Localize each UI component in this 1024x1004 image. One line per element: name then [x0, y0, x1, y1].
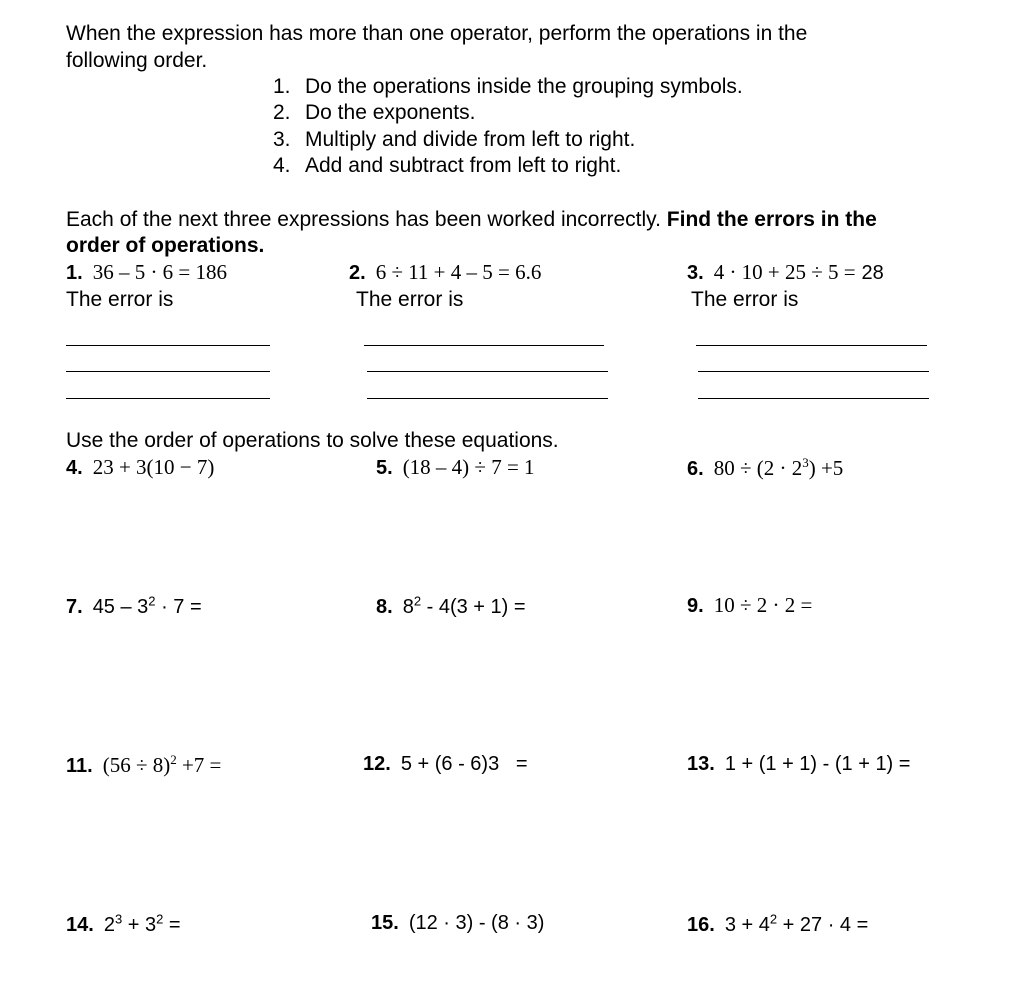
problem-13	[687, 752, 910, 776]
problem-8	[376, 593, 526, 619]
exponent: 3	[802, 455, 809, 470]
problem-15	[371, 911, 544, 935]
exponent: 2	[769, 911, 778, 926]
error-problem-2	[349, 260, 541, 285]
problem-expression	[92, 593, 202, 618]
order-step-index: 2.	[273, 101, 291, 124]
problem-expression	[103, 911, 181, 936]
problem-7	[66, 593, 202, 619]
intro-line-2: following order.	[66, 49, 208, 72]
errors-instructions	[66, 207, 877, 233]
order-step-3	[273, 128, 635, 152]
problem-number: 2.	[349, 262, 366, 284]
answer-line[interactable]	[367, 371, 608, 372]
expression-part: - 4(3 + 1) =	[421, 595, 526, 618]
problem-number: 5.	[376, 457, 393, 479]
exponent: 2	[156, 911, 164, 926]
problem-16	[687, 911, 868, 937]
problem-14	[66, 911, 181, 937]
expression-part: +7 =	[176, 753, 222, 777]
order-step-text: Add and subtract from left to right.	[305, 154, 622, 177]
problem-number: 11.	[66, 755, 93, 777]
error-label-2: The error is	[356, 288, 464, 311]
expression-part: · 7 =	[155, 595, 202, 618]
expression-part: 45 – 3	[92, 595, 149, 618]
error-label-1: The error is	[66, 288, 174, 311]
order-step-4	[273, 154, 621, 178]
problem-4	[66, 455, 214, 480]
solve-instructions: Use the order of operations to solve these equations.	[66, 429, 559, 452]
problem-expression	[402, 593, 526, 618]
expression-part: 3 + 4	[724, 913, 770, 936]
error-problem-1	[66, 260, 227, 285]
problem-number: 9.	[687, 595, 704, 617]
problem-expression: 1 + (1 + 1) - (1 + 1) =	[724, 753, 911, 775]
problem-expression: 6 ÷ 11 + 4 – 5 = 6.6	[375, 260, 542, 284]
error-problem-3	[687, 260, 884, 285]
answer-line[interactable]	[66, 398, 270, 399]
expression-part: + 27 · 4 =	[777, 913, 869, 936]
errors-instructions-bold: Find the errors in the	[666, 208, 877, 231]
answer-line[interactable]	[66, 371, 270, 372]
order-step-1	[273, 75, 743, 99]
order-step-text: Multiply and divide from left to right.	[305, 128, 636, 151]
answer-line[interactable]	[696, 345, 927, 346]
problem-number: 12.	[363, 753, 391, 775]
problem-expression: 10 ÷ 2 · 2 =	[713, 593, 813, 617]
expression-part: =	[163, 913, 181, 936]
problem-number: 13.	[687, 753, 715, 775]
problem-expression: (18 – 4) ÷ 7 = 1	[402, 455, 535, 479]
expression-part: 8	[402, 595, 414, 618]
expression-part: 80 ÷ (2 · 2	[713, 456, 803, 480]
problem-expression: 23 + 3(10 − 7)	[92, 455, 215, 479]
expression-part: ) +5	[808, 456, 844, 480]
expression-part: + 3	[122, 913, 157, 936]
problem-11	[66, 752, 221, 778]
answer-line[interactable]	[367, 398, 608, 399]
problem-expression	[103, 753, 222, 777]
problem-number: 7.	[66, 595, 83, 618]
exponent: 2	[170, 752, 177, 767]
order-step-index: 4.	[273, 154, 291, 177]
exponent: 3	[114, 911, 123, 926]
errors-instructions-regular: Each of the next three expressions has been worked incorrectly.	[66, 208, 661, 231]
problem-12	[363, 752, 528, 776]
problem-result: 28	[861, 262, 884, 284]
problem-expression: (12 · 3) - (8 · 3)	[408, 912, 545, 934]
problem-number: 15.	[371, 912, 399, 934]
problem-6	[687, 455, 843, 481]
answer-line[interactable]	[698, 371, 929, 372]
answer-line[interactable]	[364, 345, 604, 346]
problem-number: 6.	[687, 458, 704, 480]
expression-part: (56 ÷ 8)	[102, 753, 171, 777]
problem-number: 4.	[66, 457, 83, 479]
problem-expression: 4 · 10 + 25 ÷ 5 =	[713, 260, 856, 284]
exponent: 2	[148, 593, 156, 608]
problem-number: 3.	[687, 262, 704, 284]
error-label-3: The error is	[691, 288, 799, 311]
errors-instructions-line-2: order of operations.	[66, 234, 265, 257]
problem-5	[376, 455, 535, 480]
expression-part: 2	[103, 913, 115, 936]
problem-expression: 36 – 5 · 6 = 186	[92, 260, 228, 284]
problem-expression	[724, 911, 869, 936]
problem-number: 16.	[687, 913, 715, 936]
intro-line-1: When the expression has more than one operator, perform the operations in the	[66, 22, 808, 45]
problem-9	[687, 593, 812, 618]
order-step-2	[273, 101, 475, 125]
problem-expression: 5 + (6 - 6)3 =	[400, 753, 528, 775]
answer-line[interactable]	[698, 398, 929, 399]
exponent: 2	[413, 593, 422, 608]
order-step-text: Do the exponents.	[305, 101, 476, 124]
answer-line[interactable]	[66, 345, 270, 346]
order-step-index: 1.	[273, 75, 291, 98]
problem-number: 8.	[376, 595, 393, 618]
order-step-text: Do the operations inside the grouping symbols.	[305, 75, 743, 98]
problem-expression	[714, 456, 844, 480]
problem-number: 1.	[66, 262, 83, 284]
problem-number: 14.	[66, 913, 94, 936]
order-step-index: 3.	[273, 128, 291, 151]
